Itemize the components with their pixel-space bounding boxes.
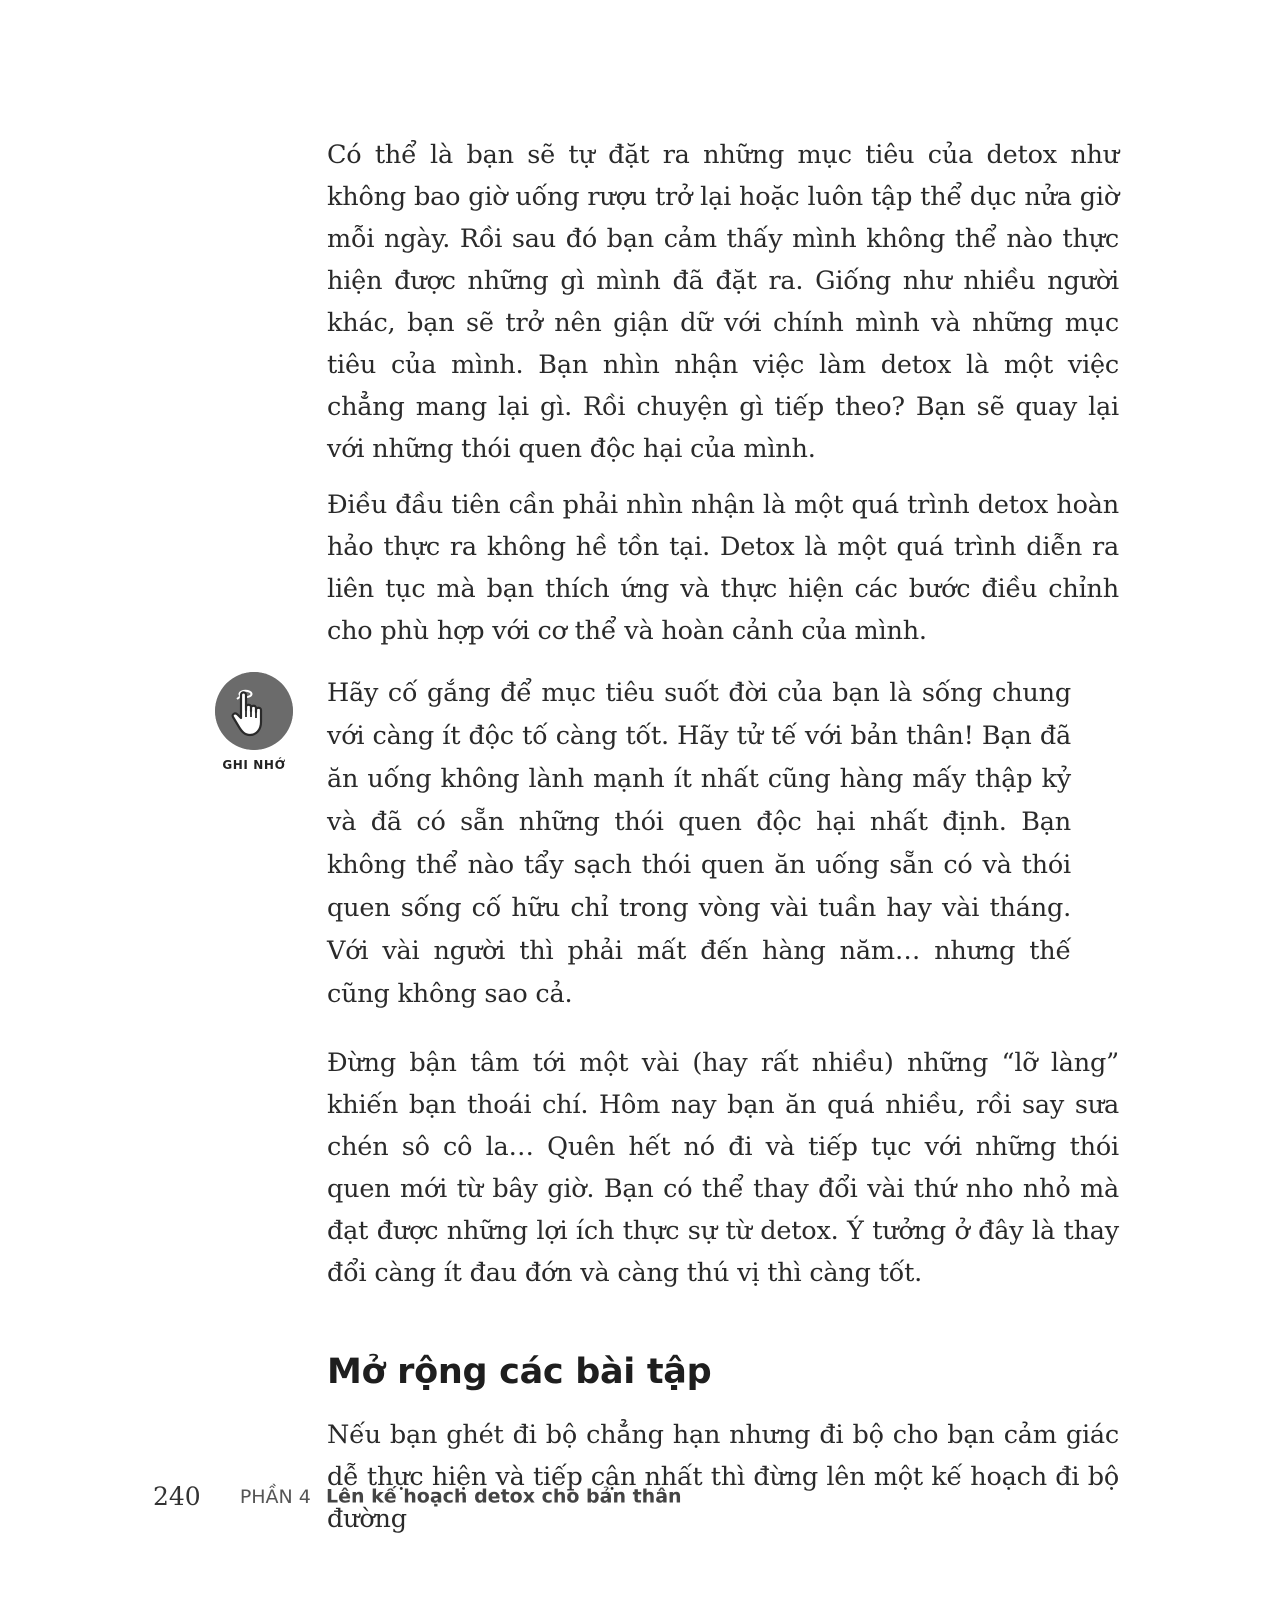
remember-badge [214, 672, 294, 772]
remember-note [222, 672, 1119, 1016]
remember-note-text: Hãy cố gắng để mục tiêu suốt đời của bạn là sống chung với càng ít độc tố càng tốt. Hãy tử tế với bản thân! Bạn đã ăn uống không lành mạnh ít nhất cũng hàng mấy thập kỷ và đã có sẵn những thói quen độc hại nhất định. Bạn không thể nào tẩy sạch thói quen ăn uống sẵn có và thói quen sống cố hữu chỉ trong vòng vài tuần hay vài tháng. Với vài người thì phải mất đến hàng năm… nhưng thế cũng không sao cả. [327, 678, 1071, 1009]
section-heading: Mở rộng các bài tập [327, 1352, 712, 1392]
body-paragraph-1: Có thể là bạn sẽ tự đặt ra những mục tiêu của detox như không bao giờ uống rượu trở lại hoặc luôn tập thể dục nửa giờ mỗi ngày. Rồi sau đó bạn cảm thấy mình không thể nào thực hiện được những gì mình đã đặt ra. Giống như nhiều người khác, bạn sẽ trở nên giận dữ với chính mình và những mục tiêu của mình. Bạn nhìn nhận việc làm detox là một việc chẳng mang lại gì. Rồi chuyện gì tiếp theo? Bạn sẽ quay lại với những thói quen độc hại của mình. [327, 140, 1119, 464]
body-paragraph-2: Điều đầu tiên cần phải nhìn nhận là một quá trình detox hoàn hảo thực ra không hề tồn tại. Detox là một quá trình diễn ra liên tục mà bạn thích ứng và thực hiện các bước điều chỉnh cho phù hợp với cơ thể và hoàn cảnh của mình. [327, 490, 1119, 646]
page-number: 240 [153, 1482, 201, 1511]
page-footer [153, 1482, 682, 1511]
part-label: PHẦN 4 [239, 1485, 311, 1508]
part-title: Lên kế hoạch detox cho bản thân [326, 1485, 682, 1508]
body-paragraph-3: Đừng bận tâm tới một vài (hay rất nhiều) những “lỡ làng” khiến bạn thoái chí. Hôm nay bạn ăn quá nhiều, rồi say sưa chén sô cô la… Quên hết nó đi và tiếp tục với những thói quen mới từ bây giờ. Bạn có thể thay đổi vài thứ nho nhỏ mà đạt được những lợi ích thực sự từ detox. Ý tưởng ở đây là thay đổi càng ít đau đớn và càng thú vị thì càng tốt. [327, 1048, 1119, 1288]
section-paragraph: Nếu bạn ghét đi bộ chẳng hạn nhưng đi bộ cho bạn cảm giác dễ thực hiện và tiếp cận nhất thì đừng lên một kế hoạch đi bộ đường [327, 1420, 1119, 1534]
remember-label: GHI NHỚ [222, 758, 286, 772]
finger-string-icon [215, 672, 293, 750]
